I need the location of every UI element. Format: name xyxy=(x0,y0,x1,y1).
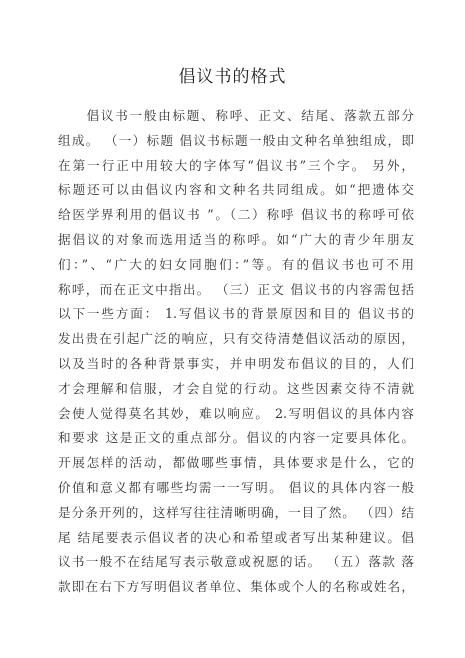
document-body xyxy=(58,104,414,600)
body-line: 们：”、“广大的妇女同胞们：”等。有的倡议书也可不用 xyxy=(58,256,414,272)
body-line: 给医学界利用的倡议书 ”。（二）称呼 倡议书的称呼可依 xyxy=(58,207,414,223)
body-line: 据倡议的对象而选用适当的称呼。如“广大的青少年朋友 xyxy=(58,231,414,247)
body-line: 款即在右下方写明倡议者单位、集体或个人的名称或姓名， xyxy=(58,579,414,595)
body-line: 尾 结尾要表示倡议者的决心和希望或者写出某种建议。倡 xyxy=(58,529,414,545)
body-line: 和要求 这是正文的重点部分。倡议的内容一定要具体化。 xyxy=(58,430,414,446)
body-line: 标题还可以由倡议内容和文种名共同组成。如“把遗体交 xyxy=(58,182,414,198)
body-line: 会使人觉得莫名其妙，难以响应。 2.写明倡议的具体内容 xyxy=(58,405,414,421)
body-line: 倡议书一般由标题、称呼、正文、结尾、落款五部分 xyxy=(58,108,414,123)
body-line: 以及当时的各种背景事实，并申明发布倡议的目的，人们 xyxy=(58,355,414,371)
body-line: 价值和意义都有哪些均需一一写明。 倡议的具体内容一般 xyxy=(58,479,414,495)
body-line: 开展怎样的活动，都做哪些事情，具体要求是什么，它的 xyxy=(58,455,414,471)
body-line: 称呼，而在正文中指出。 （三）正文 倡议书的内容需包括 xyxy=(58,281,414,297)
body-line: 以下一些方面： 1.写倡议书的背景原因和目的 倡议书的 xyxy=(58,306,414,322)
body-line: 发出贵在引起广泛的响应，只有交待清楚倡议活动的原因， xyxy=(58,331,414,347)
body-line: 在第一行正中用较大的字体写“倡议书”三个字。 另外， xyxy=(58,157,414,173)
document-title: 倡议书的格式 xyxy=(178,67,287,87)
body-line: 是分条开列的，这样写往往清晰明确，一目了然。 （四）结 xyxy=(58,504,414,520)
body-line: 议书一般不在结尾写表示敬意或祝愿的话。 （五）落款 落 xyxy=(58,554,414,570)
body-line: 组成。 （一）标题 倡议书标题一般由文种名单独组成，即 xyxy=(58,132,414,148)
body-line: 才会理解和信服，才会自觉的行动。这些因素交待不清就 xyxy=(58,380,414,396)
